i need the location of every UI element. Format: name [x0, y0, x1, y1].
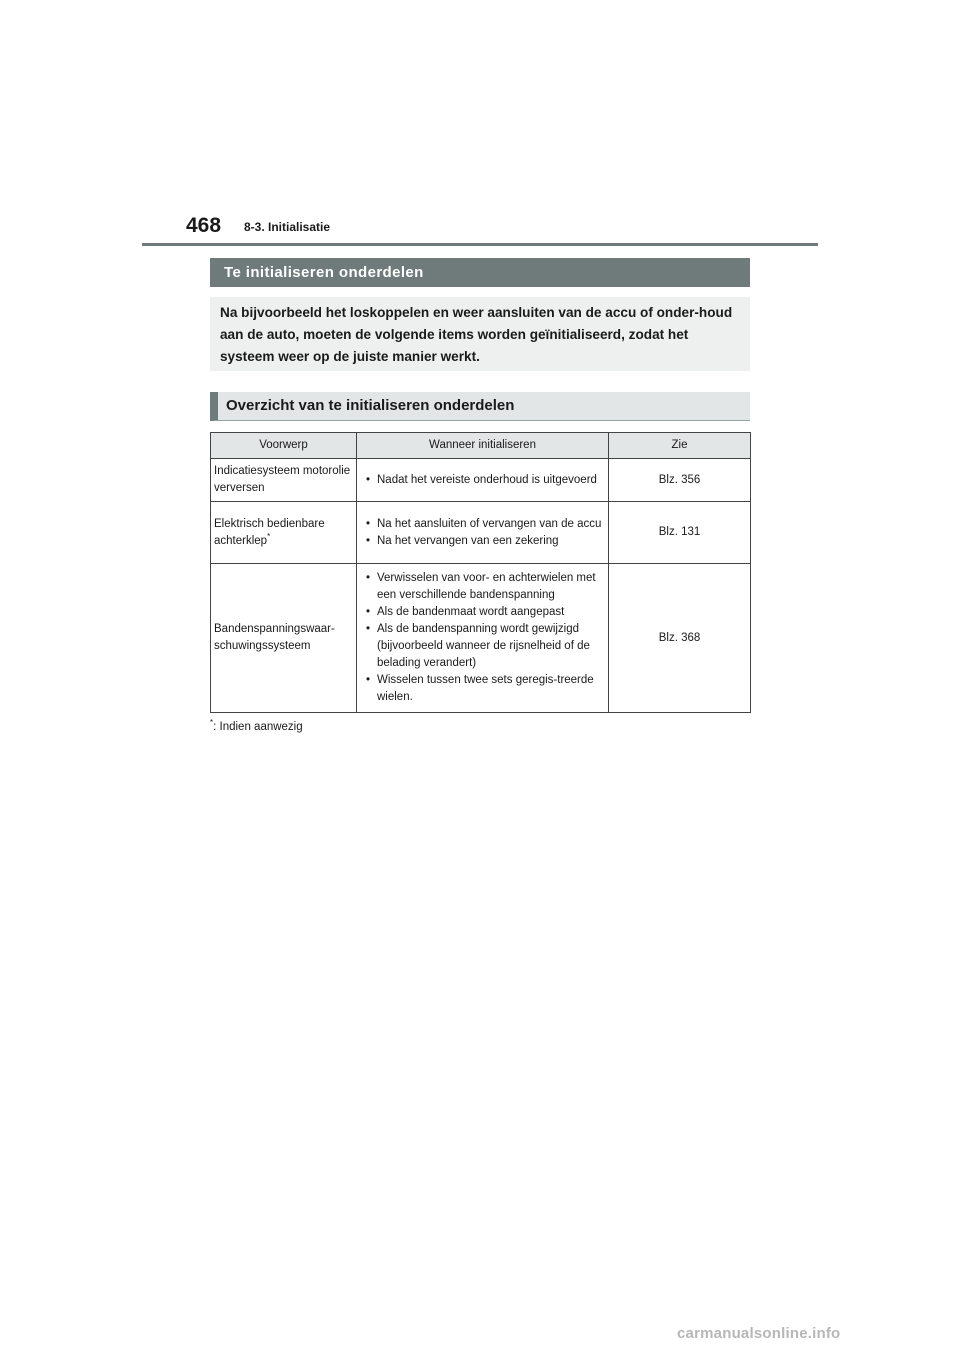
list-item: • Verwisselen van voor- en achterwielen met een verschillende bandenspanning	[366, 570, 605, 604]
list-item: • Als de bandenspanning wordt gewijzigd (bijvoorbeeld wanneer de rijsnelheid of de belading verandert)	[366, 621, 605, 672]
row-item-label: Elektrisch bedienbare achterklep	[214, 517, 325, 547]
watermark: carmanualsonline.info	[677, 1325, 841, 1342]
row-item	[211, 502, 357, 564]
intro-paragraph: Na bijvoorbeeld het loskoppelen en weer aansluiten van de accu of onder-houd aan de auto, moeten de volgende items worden geïnitialiseerd, zodat het systeem weer op de juiste manier werkt.	[210, 297, 750, 371]
row-item-label: Indicatiesysteem motorolie verversen	[214, 465, 351, 494]
list-item: • Na het aansluiten of vervangen van de accu	[366, 516, 605, 533]
initialization-table	[210, 432, 751, 713]
row-reference: Blz. 368	[609, 564, 751, 713]
bullet-list	[360, 570, 605, 706]
row-when	[357, 502, 609, 564]
column-header-when: Wanneer initialiseren	[357, 433, 609, 459]
table-row	[211, 564, 751, 713]
page-number: 468	[186, 214, 222, 237]
sub-heading: Overzicht van te initialiseren onderdelen	[210, 392, 750, 421]
table-header-row	[211, 433, 751, 459]
footnote-marker: *	[210, 718, 214, 727]
row-item	[211, 459, 357, 502]
column-header-reference: Zie	[609, 433, 751, 459]
list-item: • Nadat het vereiste onderhoud is uitgevoerd	[366, 472, 605, 489]
header-divider	[142, 243, 818, 246]
list-item: • Als de bandenmaat wordt aangepast	[366, 604, 605, 621]
bullet-list	[360, 516, 605, 550]
footnote-marker: *	[267, 531, 271, 541]
table-row	[211, 502, 751, 564]
row-when	[357, 459, 609, 502]
list-item: • Wisselen tussen twee sets geregis-treerde wielen.	[366, 672, 605, 706]
section-reference: 8-3. Initialisatie	[244, 220, 331, 234]
row-item-label: Bandenspanningswaar-schuwingssysteem	[214, 623, 335, 652]
list-item: • Na het vervangen van een zekering	[366, 533, 605, 550]
column-header-item: Voorwerp	[211, 433, 357, 459]
row-item	[211, 564, 357, 713]
footnote-text: : Indien aanwezig	[213, 720, 303, 733]
row-reference: Blz. 131	[609, 502, 751, 564]
footnote	[210, 718, 303, 733]
bullet-list	[360, 472, 605, 489]
table-row	[211, 459, 751, 502]
row-when	[357, 564, 609, 713]
main-heading: Te initialiseren onderdelen	[210, 258, 750, 287]
row-reference: Blz. 356	[609, 459, 751, 502]
